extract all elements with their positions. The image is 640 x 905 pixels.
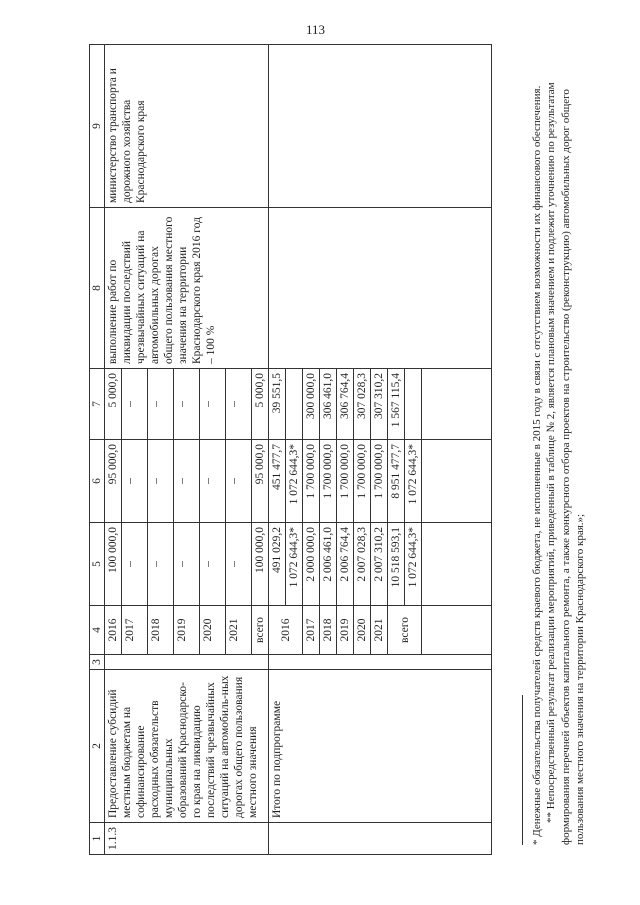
table-row (105, 45, 122, 855)
value-cell: 1 700 000,0 (303, 440, 320, 523)
value-cell: 2 000 000,0 (303, 523, 320, 606)
empty-cell (422, 523, 492, 606)
total-row (269, 45, 286, 855)
year-cell: 2020 (200, 606, 226, 655)
col-header: 4 (90, 606, 105, 655)
value-cell: – (122, 440, 148, 523)
value-cell: – (122, 523, 148, 606)
value-cell: 100 000,0 (252, 523, 269, 606)
value-cell: 1 700 000,0 (337, 440, 354, 523)
value-cell: – (174, 369, 200, 440)
empty-cell (405, 369, 422, 440)
col-header: 6 (90, 440, 105, 523)
footnote-2: ** Непосредственный результат реализации мероприятий, приведенный в таблице № 2, является плановым значением и подлежит уточнению по результатам формирования перечней объектов капитального ремонта, а также конкурсного отбора проектов на строительство (реконструкцию) автомобильных дорог общего пользования местного значения на территории Краснодарского края.»; (545, 82, 586, 845)
col-header: 5 (90, 523, 105, 606)
year-cell: 2019 (174, 606, 200, 655)
page-number: 113 (306, 22, 326, 37)
value-cell: 100 000,0 (105, 523, 122, 606)
footnote-divider (522, 695, 523, 845)
value-cell: 8 951 477,7 (388, 440, 405, 523)
total-label: Итого по подпрограмме (269, 670, 492, 823)
col-header: 3 (90, 655, 105, 670)
empty-cell (105, 655, 269, 670)
value-cell: – (200, 523, 226, 606)
col-header: 9 (90, 45, 105, 208)
year-cell: 2018 (148, 606, 174, 655)
value-cell: 307 310,2 (371, 369, 388, 440)
year-cell: всего (252, 606, 269, 655)
value-cell: 1 700 000,0 (371, 440, 388, 523)
year-cell: 2018 (320, 606, 337, 655)
col-header: 7 (90, 369, 105, 440)
empty-cell (422, 606, 492, 655)
rotated-content (30, 30, 640, 885)
value-cell: 10 518 593,1 (388, 523, 405, 606)
year-cell: 2017 (303, 606, 320, 655)
col-header: 1 (90, 823, 105, 855)
value-cell: 1 072 644,3* (405, 440, 422, 523)
row-executor: министерство транспорта и дорожного хозяйства Краснодарского края (105, 45, 269, 208)
year-cell: 2020 (354, 606, 371, 655)
value-cell: 2 007 028,3 (354, 523, 371, 606)
year-cell: 2016 (269, 606, 303, 655)
row-name: Предоставление субсидий местным бюджетам на софинансирование расходных обязательств муниципальных образований Краснодарско-го края на ликвидацию последствий чрезвычайных ситуаций на автомобиль-ных дорогах общего пользования местного значения (105, 670, 269, 823)
value-cell: 491 029,2 (269, 523, 286, 606)
value-cell: 1 072 644,3* (405, 523, 422, 606)
value-cell: 1 072 644,3* (286, 523, 303, 606)
value-cell: – (174, 440, 200, 523)
value-cell: 39 551,5 (269, 369, 286, 440)
value-cell: 306 764,4 (337, 369, 354, 440)
year-cell: всего (388, 606, 422, 655)
value-cell: 1 567 115,4 (388, 369, 405, 440)
value-cell: 1 700 000,0 (354, 440, 371, 523)
value-cell: 300 000,0 (303, 369, 320, 440)
value-cell: 5 000,0 (252, 369, 269, 440)
value-cell: – (200, 440, 226, 523)
header-row (90, 45, 105, 855)
value-cell: 2 006 764,4 (337, 523, 354, 606)
value-cell: – (148, 523, 174, 606)
value-cell: – (200, 369, 226, 440)
value-cell: – (174, 523, 200, 606)
empty-cell (269, 208, 492, 369)
value-cell: 307 028,3 (354, 369, 371, 440)
value-cell: 5 000,0 (105, 369, 122, 440)
year-cell: 2016 (105, 606, 122, 655)
footnotes (530, 65, 587, 845)
value-cell: – (148, 440, 174, 523)
empty-cell (422, 369, 492, 440)
row-result: выполнение работ по ликвидации последствий чрезвычайных ситуаций на автомобильных дорогах общего пользования местного значения на территории Краснодарского края 2016 год – 100 % (105, 208, 269, 369)
program-table (89, 44, 492, 855)
value-cell: 1 072 644,3* (286, 440, 303, 523)
value-cell: 451 477,7 (269, 440, 286, 523)
year-cell: 2021 (371, 606, 388, 655)
col-header: 2 (90, 670, 105, 823)
empty-cell (269, 823, 492, 855)
empty-cell (422, 440, 492, 523)
value-cell: 95 000,0 (252, 440, 269, 523)
value-cell: 2 007 310,2 (371, 523, 388, 606)
empty-cell (269, 655, 492, 670)
value-cell: – (226, 440, 252, 523)
row-code: 1.1.3 (105, 823, 269, 855)
year-cell: 2017 (122, 606, 148, 655)
value-cell: – (122, 369, 148, 440)
value-cell: 306 461,0 (320, 369, 337, 440)
col-header: 8 (90, 208, 105, 369)
footnote-1: * Денежные обязательства получателей средств краевого бюджета, не исполненные в 2015 году в связи с отсутствием возможности их финансового обеспечения. (531, 85, 543, 845)
empty-cell (269, 45, 492, 208)
value-cell: 95 000,0 (105, 440, 122, 523)
value-cell: 1 700 000,0 (320, 440, 337, 523)
year-cell: 2019 (337, 606, 354, 655)
value-cell: 2 006 461,0 (320, 523, 337, 606)
value-cell: – (226, 523, 252, 606)
value-cell: – (226, 369, 252, 440)
year-cell: 2021 (226, 606, 252, 655)
value-cell: – (148, 369, 174, 440)
empty-cell (286, 369, 303, 440)
